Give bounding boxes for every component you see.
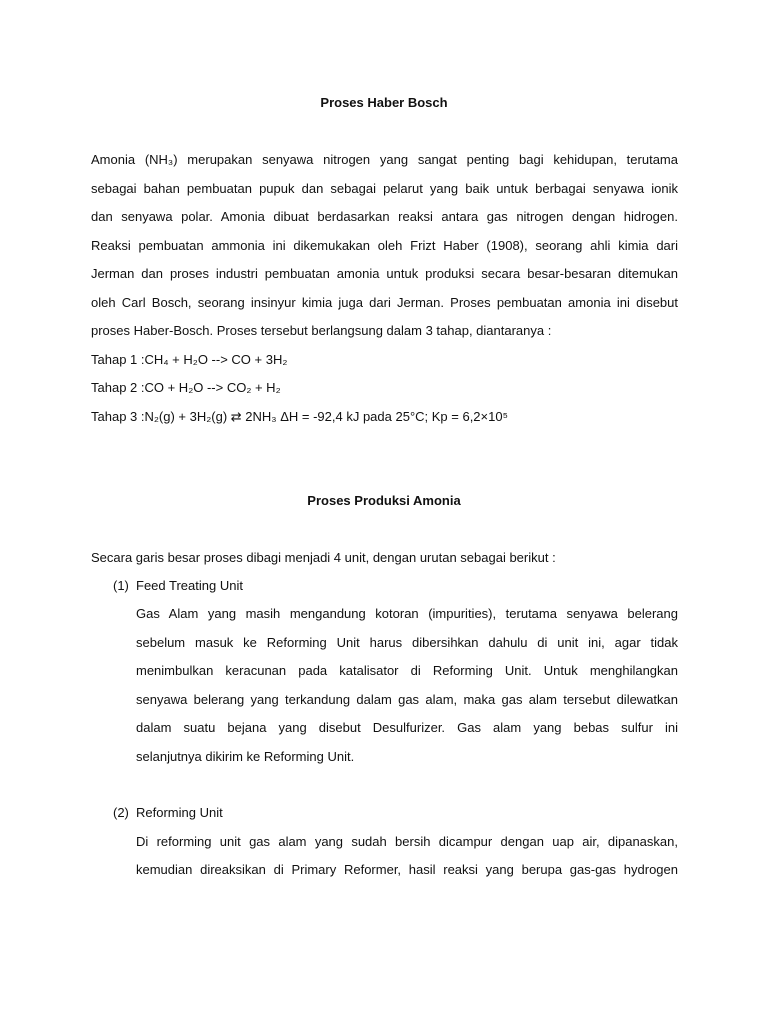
- reaction-step-3: Tahap 3 :N₂(g) + 3H₂(g) ⇄ 2NH₃ ΔH = -92,4 kJ pada 25°C; Kp = 6,2×10⁵: [91, 409, 508, 424]
- list-item-text-line: menimbulkan keracunan pada katalisator di Reforming Unit. Untuk menghilangkan: [136, 663, 678, 678]
- list-item-text-line: sebelum masuk ke Reforming Unit harus dibersihkan dahulu di unit ini, agar tidak: [136, 635, 678, 650]
- paragraph-line: sebagai bahan pembuatan pupuk dan sebagai pelarut yang baik untuk berbagai senyawa ionik: [91, 181, 678, 196]
- paragraph-line: proses Haber-Bosch. Proses tersebut berlangsung dalam 3 tahap, diantaranya :: [91, 323, 552, 338]
- reaction-step-1: Tahap 1 :CH₄ + H₂O --> CO + 3H₂: [91, 352, 288, 367]
- paragraph-line: oleh Carl Bosch, seorang insinyur kimia juga dari Jerman. Proses pembuatan amonia ini disebut: [91, 295, 678, 310]
- paragraph-line: dan senyawa polar. Amonia dibuat berdasarkan reaksi antara gas nitrogen dengan hidrogen.: [91, 209, 678, 224]
- section-title-haber-bosch: Proses Haber Bosch: [320, 95, 448, 110]
- reaction-step-2: Tahap 2 :CO + H₂O --> CO₂ + H₂: [91, 380, 281, 395]
- paragraph-line: Amonia (NH₃) merupakan senyawa nitrogen yang sangat penting bagi kehidupan, terutama: [91, 152, 678, 167]
- list-item-label: Feed Treating Unit: [136, 578, 243, 593]
- list-item-number: (2): [113, 805, 129, 820]
- section-intro: Secara garis besar proses dibagi menjadi 4 unit, dengan urutan sebagai berikut :: [91, 550, 556, 565]
- paragraph-line: Jerman dan proses industri pembuatan amonia untuk produksi secara besar-besaran ditemukan: [91, 266, 678, 281]
- list-item-text-line: dalam suatu bejana yang disebut Desulfurizer. Gas alam yang bebas sulfur ini: [136, 720, 678, 735]
- section-title-produksi-amonia: Proses Produksi Amonia: [307, 493, 461, 508]
- list-item-number: (1): [113, 578, 129, 593]
- list-item-text-line: selanjutnya dikirim ke Reforming Unit.: [136, 749, 355, 764]
- list-item-heading: [113, 804, 223, 822]
- list-item-heading: [113, 577, 243, 595]
- list-item-text-line: Gas Alam yang masih mengandung kotoran (impurities), terutama senyawa belerang: [136, 606, 678, 621]
- list-item-text-line: kemudian direaksikan di Primary Reformer, hasil reaksi yang berupa gas-gas hydrogen: [136, 862, 678, 877]
- list-item-text-line: senyawa belerang yang terkandung dalam gas alam, maka gas alam tersebut dilewatkan: [136, 692, 678, 707]
- paragraph-line: Reaksi pembuatan ammonia ini dikemukakan oleh Frizt Haber (1908), seorang ahli kimia dari: [91, 238, 678, 253]
- list-item-text-line: Di reforming unit gas alam yang sudah bersih dicampur dengan uap air, dipanaskan,: [136, 834, 678, 849]
- list-item-label: Reforming Unit: [136, 805, 223, 820]
